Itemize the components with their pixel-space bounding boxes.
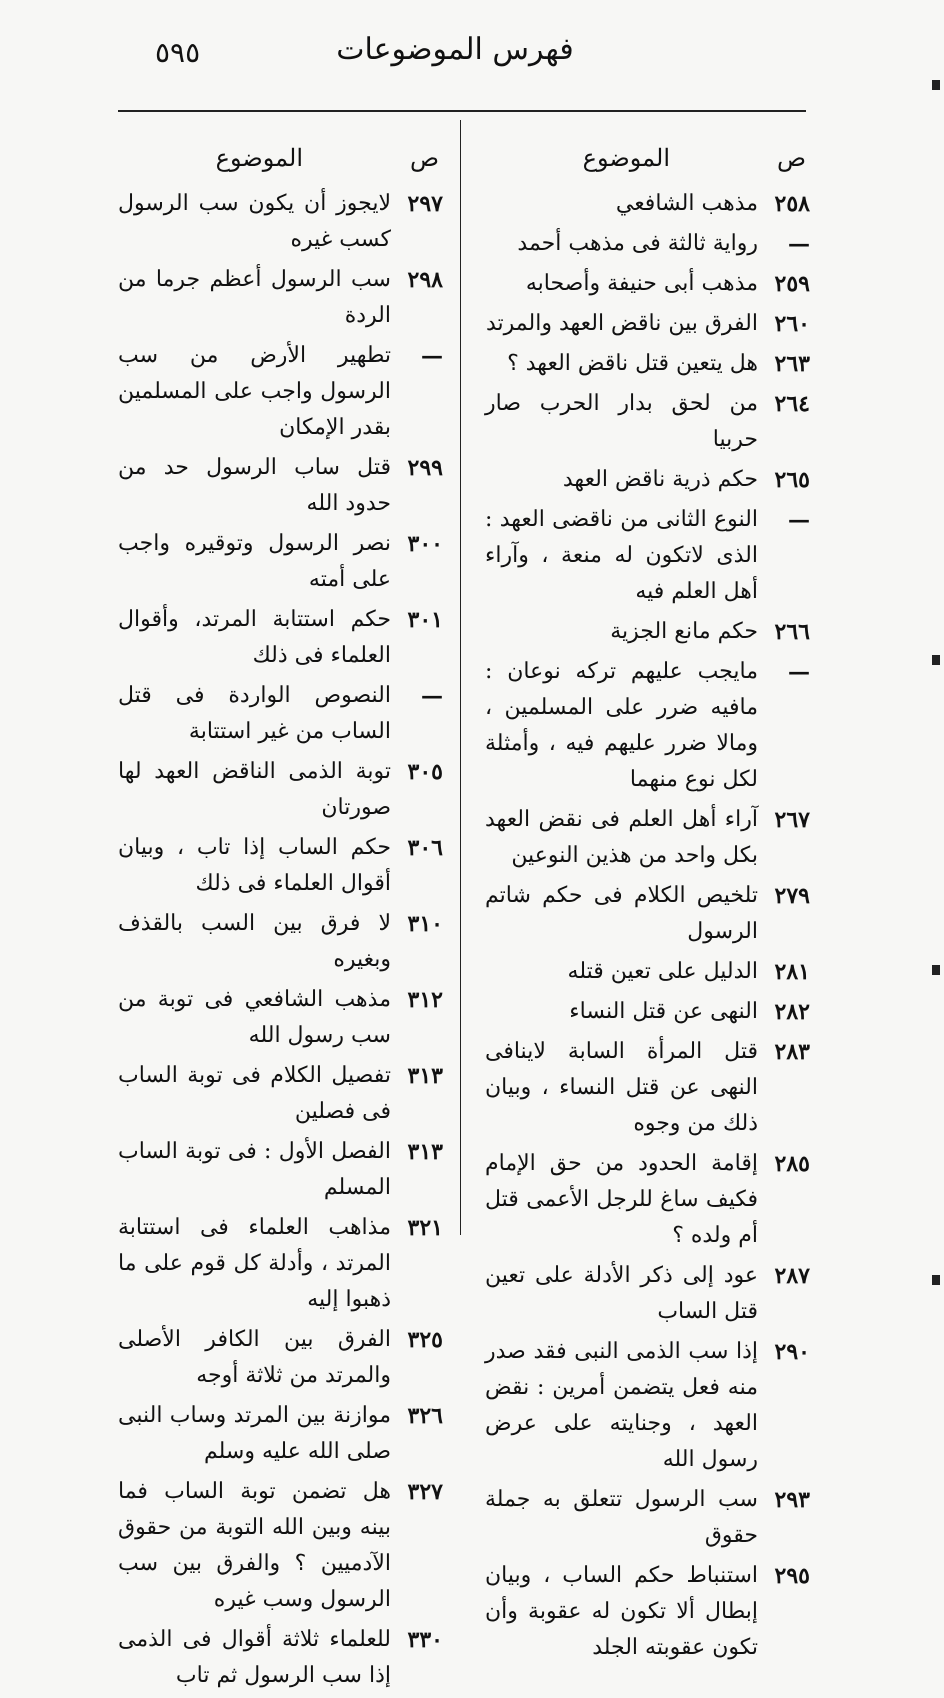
index-entry <box>485 1034 810 1142</box>
index-entry <box>118 1398 443 1470</box>
entry-page-number: ٢٨٥ <box>774 1151 810 1177</box>
page-number: ٥٩٥ <box>155 36 201 69</box>
entry-topic: الفرق بين ناقض العهد والمرتد <box>485 311 758 336</box>
margin-mark <box>932 655 940 665</box>
entry-page-number: ٢٨٣ <box>774 1039 810 1065</box>
column-header <box>485 140 810 186</box>
entry-page-number: ٢٨١ <box>774 959 810 985</box>
index-entry <box>485 1334 810 1478</box>
entry-page-number: ٢٩٨ <box>407 267 443 293</box>
index-entry <box>485 226 810 262</box>
entry-topic: النصوص الواردة فى قتل الساب من غير استتابة <box>118 683 391 744</box>
index-entry <box>118 1210 443 1318</box>
index-entry <box>485 1258 810 1330</box>
index-entry <box>485 802 810 874</box>
header-rule <box>118 110 806 112</box>
entry-topic: الفصل الأول : فى توبة الساب المسلم <box>118 1139 391 1200</box>
page-column-label: ص <box>409 144 439 172</box>
entry-page-number: ٣٠٦ <box>407 835 443 861</box>
entry-topic: هل تضمن توبة الساب فما بينه وبين الله التوبة من حقوق الآدميين ؟ والفرق بين سب الرسول وسب غيره <box>118 1479 391 1612</box>
left-entry-list <box>118 186 443 1694</box>
index-entry <box>118 1474 443 1618</box>
entry-page-number: ٢٦٥ <box>774 467 810 493</box>
entry-page-number: ٣١٣ <box>407 1139 443 1165</box>
margin-mark <box>932 80 940 90</box>
entry-topic: هل يتعين قتل ناقض العهد ؟ <box>507 351 758 376</box>
entry-topic: النهى عن قتل النساء <box>569 999 758 1024</box>
entry-topic: عود إلى ذكر الأدلة على تعين قتل الساب <box>485 1263 758 1324</box>
entry-topic: إذا سب الذمى النبى فقد صدر منه فعل يتضمن أمرين : نقض العهد ، وجنايته على عرض رسول الله <box>485 1339 758 1472</box>
entry-page-number: ٢٥٨ <box>774 191 810 217</box>
index-entry <box>118 678 443 750</box>
entry-page-number: — <box>788 507 810 533</box>
entry-page-number: ٣١٣ <box>407 1063 443 1089</box>
entry-page-number: — <box>788 659 810 685</box>
margin-mark <box>932 965 940 975</box>
topic-column-label: الموضوع <box>582 144 670 172</box>
entry-page-number: ٢٩٧ <box>407 191 443 217</box>
entry-page-number: — <box>421 343 443 369</box>
column-header <box>118 140 443 186</box>
entry-topic: سب الرسول تتعلق به جملة حقوق <box>485 1487 758 1548</box>
entry-page-number: ٢٦٠ <box>774 311 810 337</box>
index-entry <box>485 266 810 302</box>
entry-page-number: ٢٨٢ <box>774 999 810 1025</box>
entry-topic: للعلماء ثلاثة أقوال فى الذمى إذا سب الرسول ثم تاب <box>118 1627 391 1688</box>
index-entry <box>485 1146 810 1254</box>
entry-topic: سب الرسول أعظم جرما من الردة <box>118 267 391 328</box>
margin-mark <box>932 1275 940 1285</box>
entry-page-number: ٢٦٦ <box>774 619 810 645</box>
entry-topic: توبة الذمى الناقض العهد لها صورتان <box>118 759 391 820</box>
entry-topic: قتل ساب الرسول حد من حدود الله <box>118 455 391 516</box>
entry-page-number: ٣٢٥ <box>407 1327 443 1353</box>
entry-topic: مذهب أبى حنيفة وأصحابه <box>525 271 758 296</box>
index-entry <box>118 1622 443 1694</box>
index-entry <box>118 526 443 598</box>
index-entry <box>485 878 810 950</box>
index-entry <box>485 614 810 650</box>
entry-topic: قتل المرأة السابة لاينافى النهى عن قتل النساء ، وبيان ذلك من وجوه <box>485 1039 758 1136</box>
index-entry <box>485 954 810 990</box>
entry-topic: لا فرق بين السب بالقذف وبغيره <box>118 911 391 972</box>
entry-page-number: ٢٨٧ <box>774 1263 810 1289</box>
entry-topic: الفرق بين الكافر الأصلى والمرتد من ثلاثة أوجه <box>118 1327 391 1388</box>
entry-topic: حكم ذرية ناقض العهد <box>562 467 758 492</box>
running-title: فهرس الموضوعات <box>336 32 574 67</box>
entry-topic: من لحق بدار الحرب صار حربيا <box>485 391 758 452</box>
index-entry <box>118 338 443 446</box>
index-entry <box>118 1322 443 1394</box>
index-entry <box>485 306 810 342</box>
entry-topic: مذهب الشافعي فى توبة من سب رسول الله <box>118 987 391 1048</box>
index-entry <box>118 754 443 826</box>
index-entry <box>118 1134 443 1206</box>
entry-topic: تفصيل الكلام فى توبة الساب فى فصلين <box>118 1063 391 1124</box>
entry-page-number: ٣٠٠ <box>407 531 443 557</box>
entry-page-number: ٣٣٠ <box>407 1627 443 1653</box>
entry-page-number: ٢٥٩ <box>774 271 810 297</box>
index-entry <box>485 462 810 498</box>
entry-page-number: ٢٦٧ <box>774 807 810 833</box>
entry-topic: النوع الثانى من ناقضى العهد : الذى لاتكون له منعة ، وآراء أهل العلم فيه <box>485 507 758 604</box>
entry-topic: مذهب الشافعي <box>615 191 758 216</box>
entry-topic: مذاهب العلماء فى استتابة المرتد ، وأدلة كل قوم على ما ذهبوا إليه <box>118 1215 391 1312</box>
index-entry <box>485 346 810 382</box>
entry-page-number: ٢٩٩ <box>407 455 443 481</box>
index-entry <box>118 186 443 258</box>
entry-page-number: ٢٩٣ <box>774 1487 810 1513</box>
entry-page-number: ٣٠٥ <box>407 759 443 785</box>
index-entry <box>485 654 810 798</box>
entry-page-number: ٢٧٩ <box>774 883 810 909</box>
index-entry <box>485 386 810 458</box>
index-entry <box>118 982 443 1054</box>
entry-topic: حكم مانع الجزية <box>610 619 758 644</box>
entry-page-number: ٣١٢ <box>407 987 443 1013</box>
entry-page-number: ٢٩٥ <box>774 1563 810 1589</box>
index-entry <box>485 502 810 610</box>
entry-topic: موازنة بين المرتد وساب النبى صلى الله عليه وسلم <box>118 1403 391 1464</box>
index-entry <box>485 1482 810 1554</box>
entry-page-number: ٣١٠ <box>407 911 443 937</box>
entry-topic: تطهير الأرض من سب الرسول واجب على المسلمين بقدر الإمكان <box>118 343 391 440</box>
entry-topic: الدليل على تعين قتله <box>567 959 758 984</box>
entry-page-number: ٣٢٦ <box>407 1403 443 1429</box>
entry-topic: لايجوز أن يكون سب الرسول كسب غيره <box>118 191 391 252</box>
entry-topic: آراء أهل العلم فى نقض العهد بكل واحد من هذين النوعين <box>485 807 758 868</box>
index-entry <box>485 994 810 1030</box>
right-column <box>485 140 810 1670</box>
index-entry <box>118 906 443 978</box>
index-entry <box>118 602 443 674</box>
entry-page-number: — <box>788 231 810 257</box>
page-header <box>100 30 810 78</box>
index-entry <box>118 262 443 334</box>
entry-page-number: ٢٦٣ <box>774 351 810 377</box>
entry-page-number: ٣٢١ <box>407 1215 443 1241</box>
right-entry-list <box>485 186 810 1666</box>
index-entry <box>485 186 810 222</box>
page-column-label: ص <box>776 144 806 172</box>
entry-topic: حكم الساب إذا تاب ، وبيان أقوال العلماء فى ذلك <box>118 835 391 896</box>
entry-topic: تلخيص الكلام فى حكم شاتم الرسول <box>485 883 758 944</box>
entry-topic: حكم استتابة المرتد، وأقوال العلماء فى ذلك <box>118 607 391 668</box>
entry-page-number: ٢٩٠ <box>774 1339 810 1365</box>
column-divider <box>460 120 461 1235</box>
index-entry <box>485 1558 810 1666</box>
entry-page-number: ٣٢٧ <box>407 1479 443 1505</box>
topic-column-label: الموضوع <box>215 144 303 172</box>
entry-topic: نصر الرسول وتوقيره واجب على أمته <box>118 531 391 592</box>
entry-topic: إقامة الحدود من حق الإمام فكيف ساغ للرجل الأعمى قتل أم ولده ؟ <box>485 1151 758 1248</box>
left-column <box>118 140 443 1698</box>
index-entry <box>118 1058 443 1130</box>
index-entry <box>118 830 443 902</box>
entry-page-number: ٣٠١ <box>407 607 443 633</box>
entry-page-number: ٢٦٤ <box>774 391 810 417</box>
index-entry <box>118 450 443 522</box>
entry-topic: مايجب عليهم تركه نوعان : مافيه ضرر على المسلمين ، ومالا ضرر عليهم فيه ، وأمثلة لكل نوع منهما <box>485 659 758 792</box>
entry-topic: استنباط حكم الساب ، وبيان إبطال ألا تكون له عقوبة وأن تكون عقوبته الجلد <box>485 1563 758 1660</box>
entry-page-number: — <box>421 683 443 709</box>
entry-topic: رواية ثالثة فى مذهب أحمد <box>517 231 758 256</box>
